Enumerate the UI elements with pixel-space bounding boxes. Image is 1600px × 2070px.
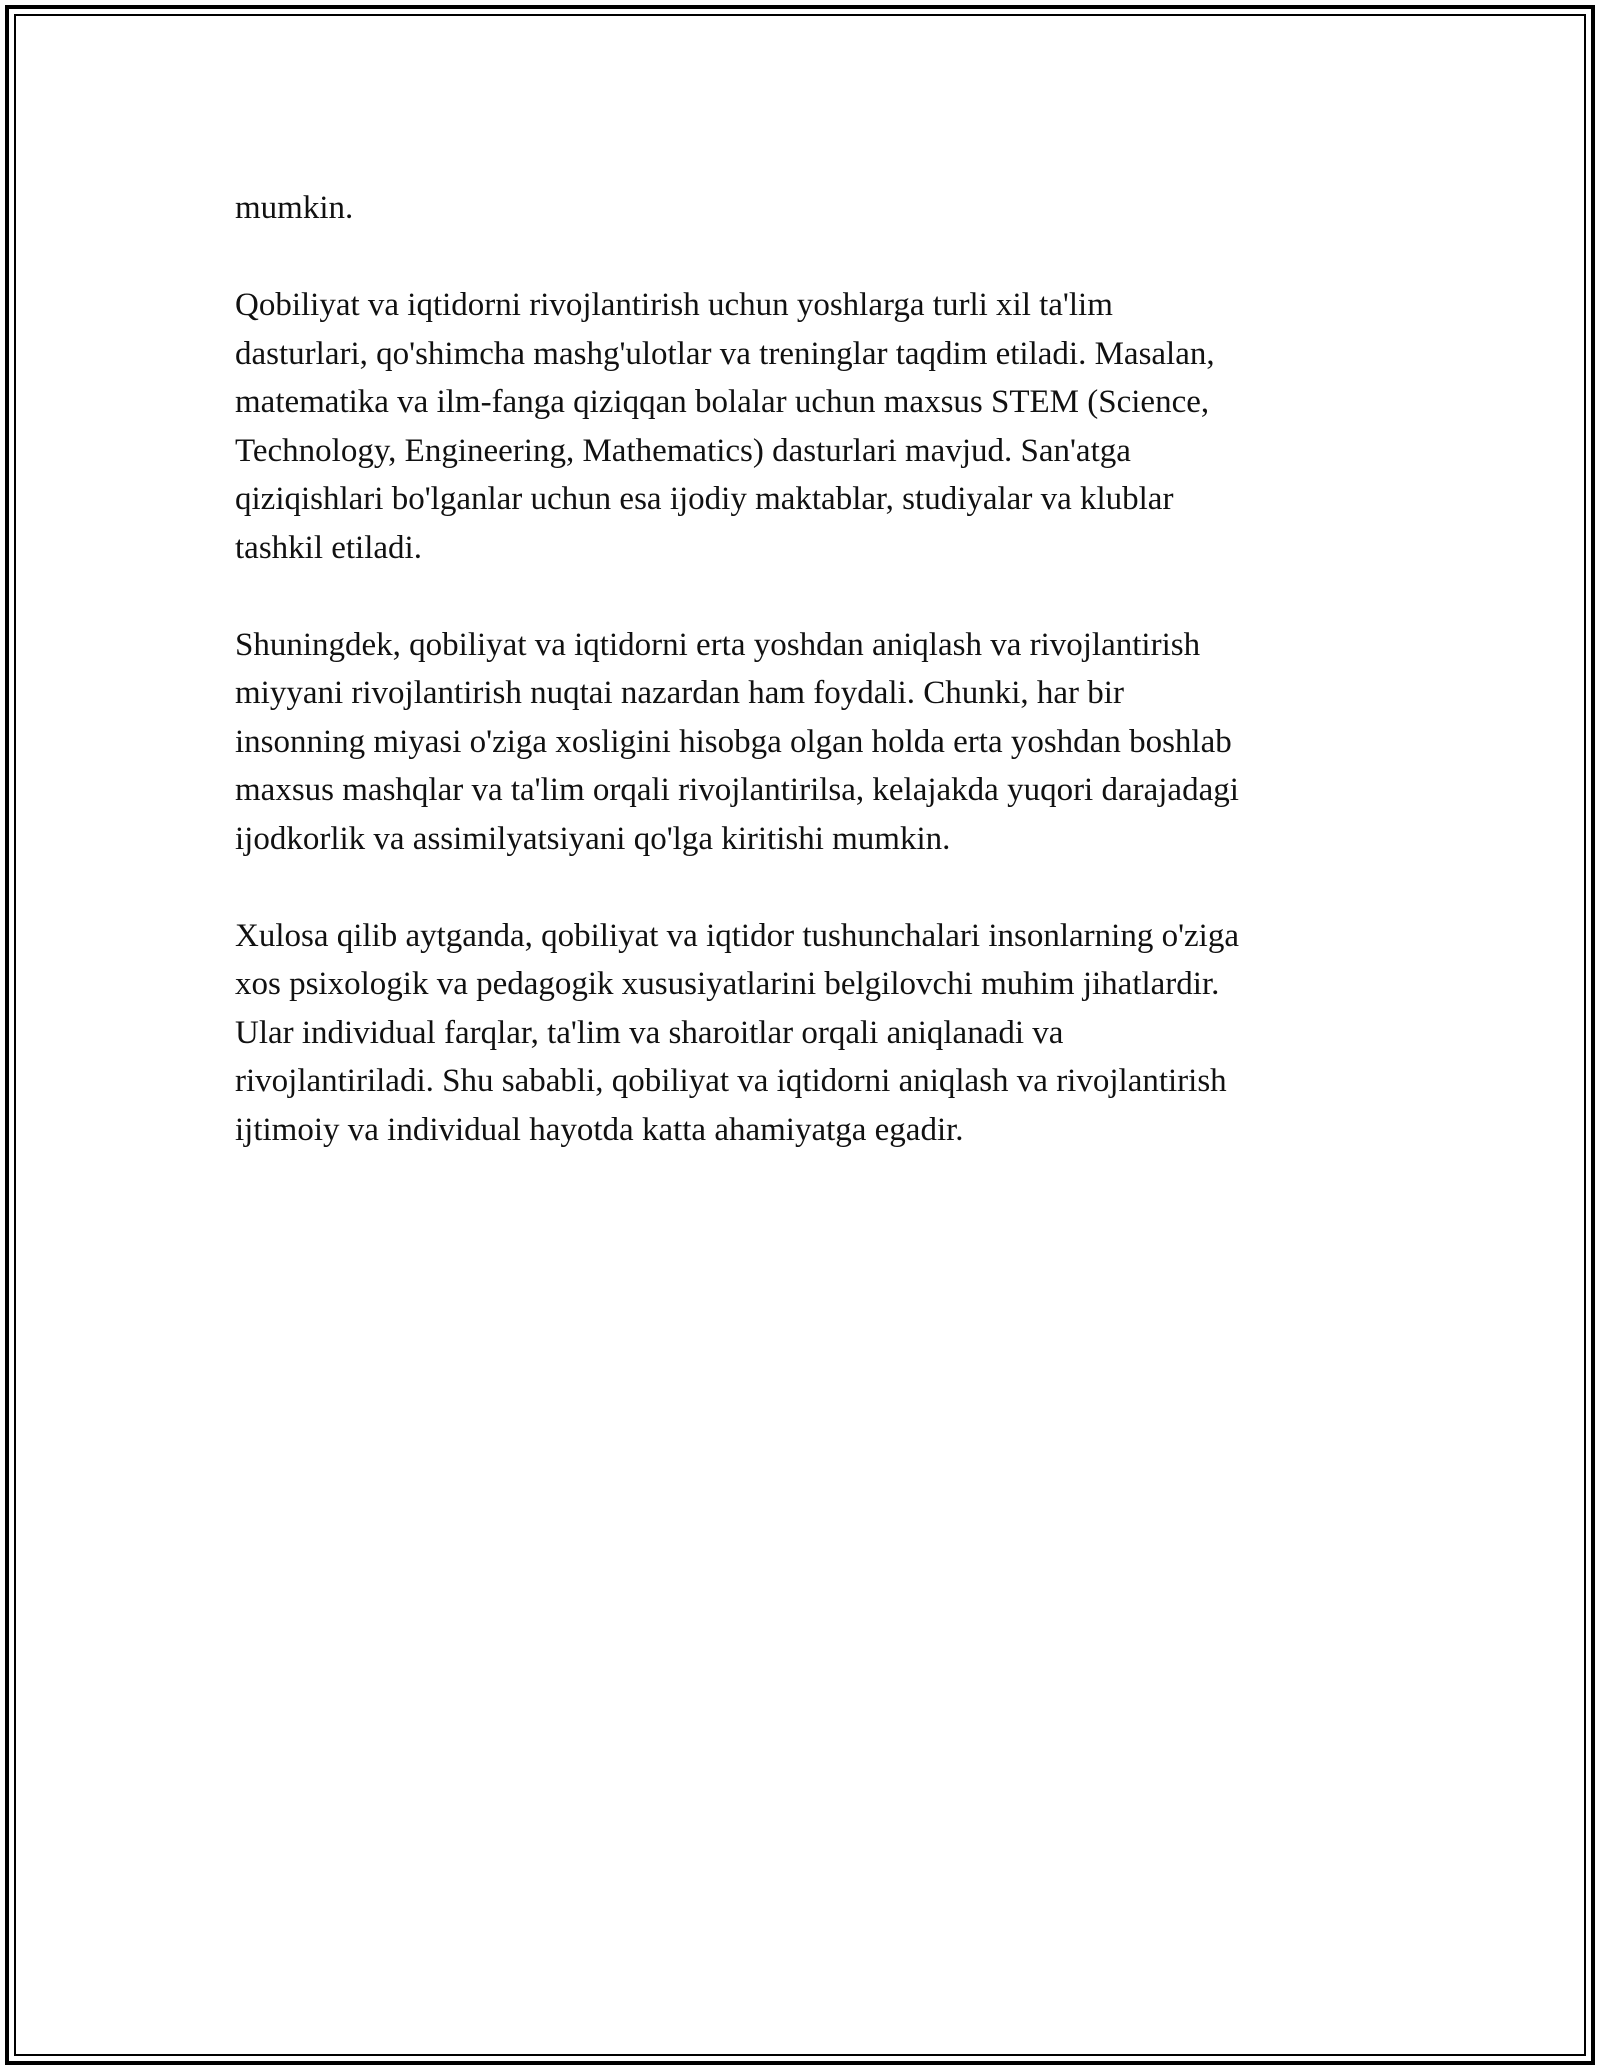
text-line: dasturlari, qo'shimcha mashg'ulotlar va treninglar taqdim etiladi. Masalan, (235, 335, 1215, 372)
paragraph-continuation (235, 184, 1365, 233)
text-line: tashkil etiladi. (235, 529, 422, 566)
paragraph-conclusion (235, 912, 1365, 1155)
text-line: mumkin. (235, 190, 354, 226)
text-line: qiziqishlari bo'lganlar uchun esa ijodiy maktablar, studiyalar va klublar (235, 481, 1174, 517)
text-line: ijtimoiy va individual hayotda katta ahamiyatga egadir. (235, 1111, 964, 1148)
text-line: ijodkorlik va assimilyatsiyani qo'lga kiritishi mumkin. (235, 820, 951, 857)
text-line: Ular individual farqlar, ta'lim va sharoitlar orqali aniqlanadi va (235, 1014, 1064, 1051)
text-line: miyyani rivojlantirish nuqtai nazardan ham foydali. Chunki, har bir (235, 675, 1124, 711)
text-line: insonning miyasi o'ziga xosligini hisobga olgan holda erta yoshdan boshlab (235, 723, 1232, 760)
text-line: matematika va ilm-fanga qiziqqan bolalar uchun maxsus STEM (Science, (235, 384, 1210, 420)
text-line: rivojlantiriladi. Shu sababli, qobiliyat va iqtidorni aniqlash va rivojlantirish (235, 1063, 1227, 1099)
text-line: xos psixologik va pedagogik xususiyatlarini belgilovchi muhim jihatlardir. (235, 966, 1220, 1002)
paragraph-programs (235, 281, 1365, 572)
text-line: maxsus mashqlar va ta'lim orqali rivojlantirilsa, kelajakda yuqori darajadagi (235, 772, 1239, 808)
text-line: Qobiliyat va iqtidorni rivojlantirish uchun yoshlarga turli xil ta'lim (235, 287, 1113, 323)
text-line: Shuningdek, qobiliyat va iqtidorni erta yoshdan aniqlash va rivojlantirish (235, 626, 1201, 663)
text-line: Xulosa qilib aytganda, qobiliyat va iqtidor tushunchalari insonlarning o'ziga (235, 917, 1239, 954)
document-body (235, 184, 1365, 1203)
paragraph-early-development (235, 621, 1365, 864)
text-line: Technology, Engineering, Mathematics) dasturlari mavjud. San'atga (235, 432, 1131, 469)
